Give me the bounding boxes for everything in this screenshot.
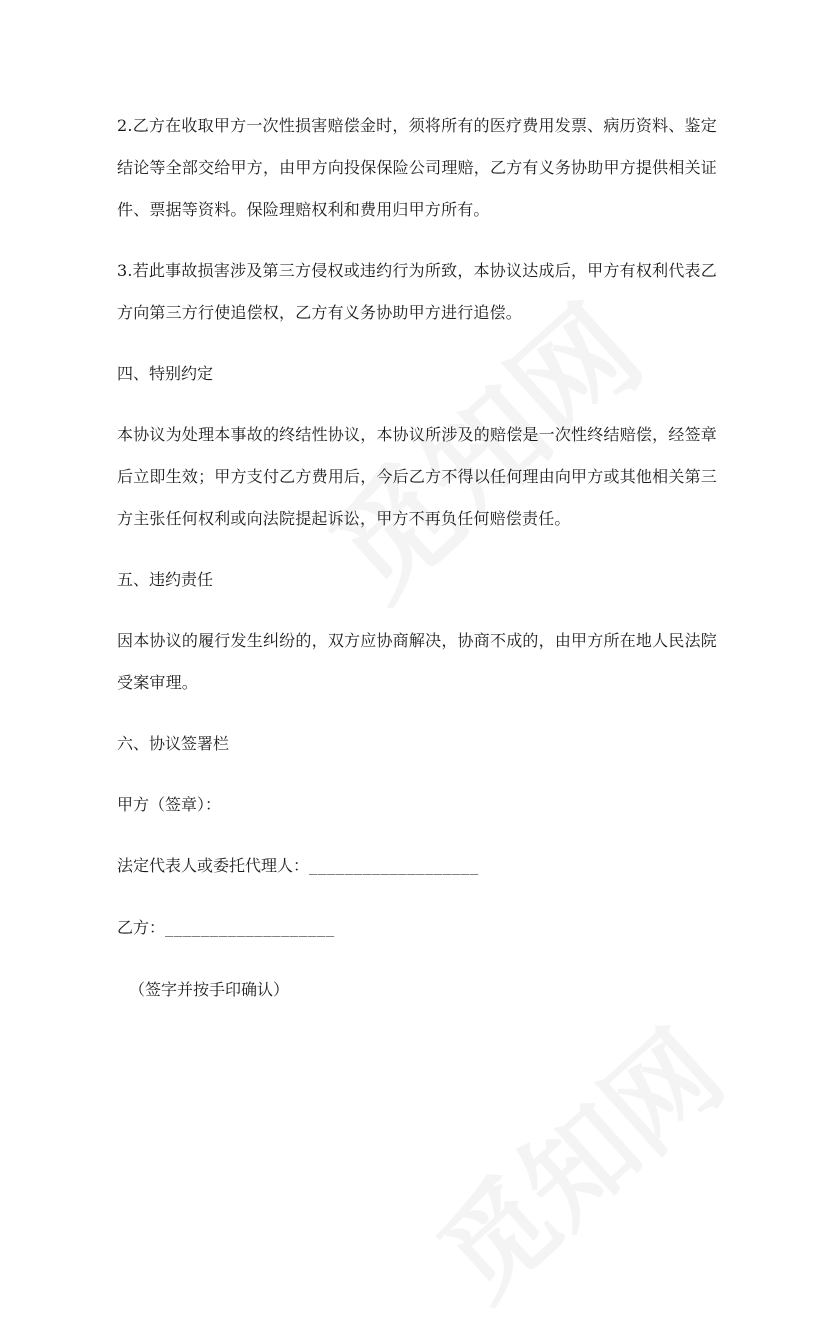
clause-3-paragraph: 3.若此事故损害涉及第三方侵权或违约行为所致，本协议达成后，甲方有权利代表乙方向第三方行使追偿权，乙方有义务协助甲方进行追偿。	[117, 261, 717, 322]
signature-note: （签字并按手印确认）	[129, 980, 290, 999]
section-heading-special-terms: 四、特别约定	[117, 364, 214, 383]
breach-paragraph: 因本协议的履行发生纠纷的，双方应协商解决，协商不成的，由甲方所在地人民法院受案审理。	[117, 631, 717, 692]
representative-blank: ___________________	[309, 859, 479, 875]
party-b-blank: ___________________	[165, 921, 335, 937]
party-b-label: 乙方：	[117, 918, 166, 937]
party-a-signature-line	[117, 784, 717, 826]
special-terms-paragraph: 本协议为处理本事故的终结性协议，本协议所涉及的赔偿是一次性终结赔偿，经签章后立即生效；甲方支付乙方费用后，今后乙方不得以任何理由向甲方或其他相关第三方主张任何权利或向法院提起诉讼，甲方不再负任何赔偿责任。	[117, 425, 717, 528]
section-heading-signature: 六、协议签署栏	[117, 734, 230, 753]
watermark	[400, 990, 751, 1328]
section-heading-breach: 五、违约责任	[117, 570, 214, 589]
document-body	[117, 105, 717, 1011]
party-b-signature-line	[117, 907, 717, 950]
party-a-label: 甲方（签章）：	[117, 795, 222, 814]
representative-signature-line	[117, 845, 717, 888]
representative-label: 法定代表人或委托代理人：	[117, 856, 310, 875]
clause-2-paragraph: 2.乙方在收取甲方一次性损害赔偿金时，须将所有的医疗费用发票、病历资料、鉴定结论等全部交给甲方，由甲方向投保保险公司理赔，乙方有义务协助甲方提供相关证件、票据等资料。保险理赔权利和费用归甲方所有。	[117, 116, 717, 219]
